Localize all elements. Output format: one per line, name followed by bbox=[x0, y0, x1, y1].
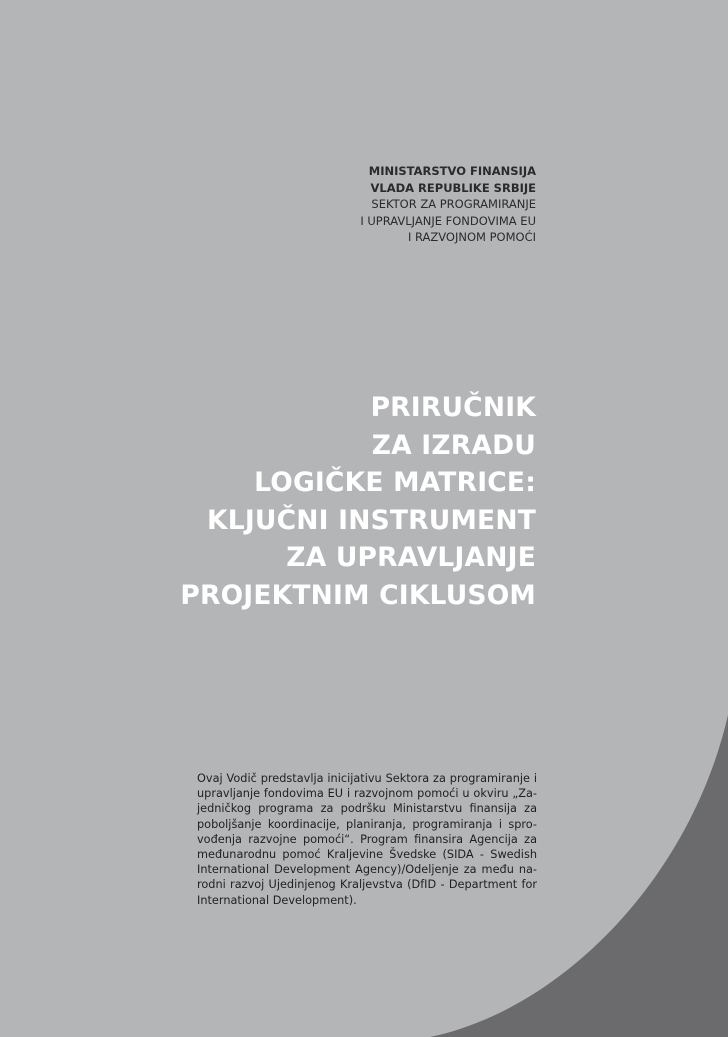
title-line-6: PROJEKTNIM CIKLUSOM bbox=[180, 579, 536, 611]
description-paragraph bbox=[197, 771, 537, 908]
title-line-1: PRIRUČNIK bbox=[370, 392, 536, 423]
title-line-3: LOGIČKE MATRICE: bbox=[254, 467, 536, 498]
sector-name-line-1: SEKTOR ZA PROGRAMIRANJE bbox=[371, 197, 536, 211]
document-title bbox=[170, 389, 536, 614]
sector-name-line-3: I RAZVOJNOM POMOĆI bbox=[407, 230, 536, 244]
ministry-name: MINISTARSTVO FINANSIJA bbox=[368, 164, 536, 178]
description-line: rodni razvoj Ujedinjenog Kraljevstva (DfID - Department for bbox=[197, 878, 537, 892]
government-name: VLADA REPUBLIKE SRBIJE bbox=[370, 180, 536, 195]
description-line: Ovaj Vodič predstavlja inicijativu Sektora za programiranje i bbox=[197, 772, 537, 785]
description-line: International Development Agency)/Odeljenje za među na- bbox=[197, 863, 537, 877]
description-line: jedničkog programa za podršku Ministarstvu finansija za bbox=[197, 802, 537, 816]
title-line-2: ZA IZRADU bbox=[371, 429, 536, 461]
description-line: upravljanje fondovima EU i razvojnom pomoći u okviru „Za- bbox=[197, 787, 537, 801]
description-line: International Development). bbox=[197, 893, 357, 907]
title-line-5: ZA UPRAVLJANJE bbox=[286, 542, 536, 573]
issuing-organization bbox=[300, 163, 536, 246]
description-line: međunarodnu pomoć Kraljevine Švedske (SIDA - Swedish bbox=[197, 848, 537, 862]
title-line-4: KLJUČNI INSTRUMENT bbox=[207, 504, 536, 536]
description-line: vođenja razvojne pomoći“. Program finansira Agencija za bbox=[197, 832, 537, 846]
sector-name-line-2: I UPRAVLJANJE FONDOVIMA EU bbox=[360, 213, 536, 228]
description-line: poboljšanje koordinacije, planiranja, programiranja i spro- bbox=[197, 817, 537, 831]
